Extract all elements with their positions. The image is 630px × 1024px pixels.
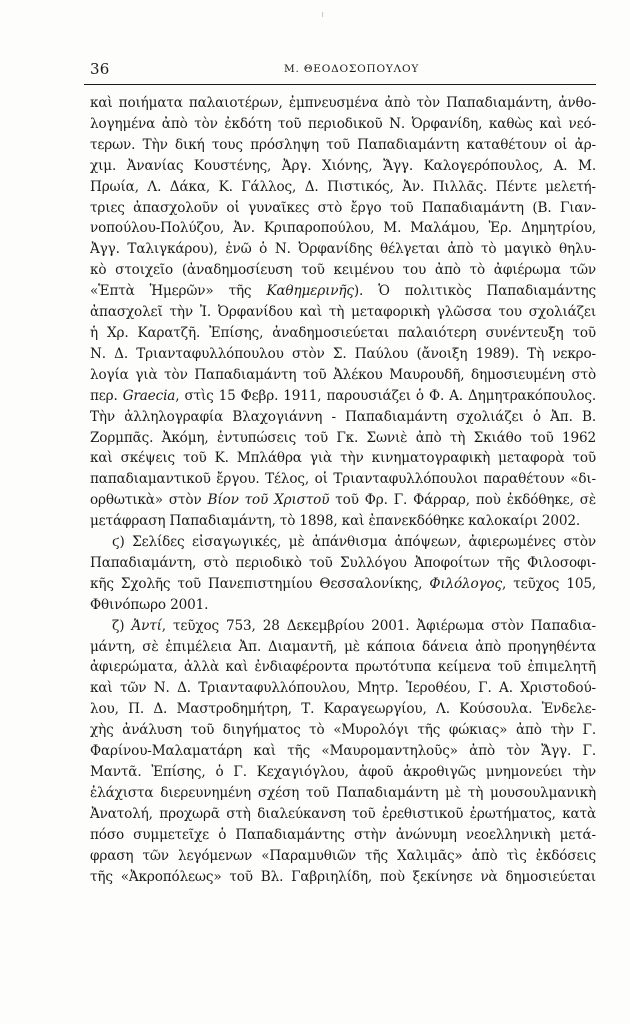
text-line: Τὴν ἀλληλογραφία Βλαχογιάννη - Παπαδιαμάντη σχολιάζει ὁ Ἀπ. Β.: [90, 408, 596, 425]
text-segment: , τεῦχος 753, 28 Δεκεμβρίου 2001. Ἀφιέρωμα στὸν Παπαδια-: [161, 617, 596, 634]
text-line: φραση τῶν λεγόμενων «Παραμυθιῶν τῆς Χαλιμᾶς» ἀπὸ τὶς ἐκδόσεις: [90, 847, 596, 864]
page-number: 36: [90, 60, 110, 78]
text-segment: περ.: [90, 387, 118, 404]
text-line: πόσο συμμετεῖχε ὁ Παπαδιαμάντης στὴν ἀνώνυμη νεοελληνικὴ μετά-: [90, 826, 596, 843]
italic-title: Βίον τοῦ Χριστοῦ: [207, 492, 330, 509]
text-line: Ἀνατολή, προχωρᾶ στὴ διαλεύκανση τοῦ ἐρεθιστικοῦ ἐρωτήματος, κατὰ: [90, 805, 596, 822]
text-line: Πρωία, Λ. Δάκα, Κ. Γάλλος, Δ. Πιστικός, Ἀν. Πιλλᾶς. Πέντε μελετή-: [90, 178, 596, 195]
text-line: Φθινόπωρο 2001.: [90, 596, 209, 613]
text-line: [90, 490, 596, 511]
text-line: [90, 574, 596, 595]
body-text: [90, 93, 596, 887]
header-rule: [84, 84, 596, 85]
text-segment: τοῦ Φρ. Γ. Φάρραρ, ποὺ ἐκδόθηκε, σὲ: [329, 492, 596, 509]
text-segment: «Ἑπτὰ Ἡμερῶν» τῆς: [90, 283, 252, 300]
text-line: λου, Π. Δ. Μαστροδημήτρη, Τ. Καραγεωργίου, Λ. Κούσουλα. Ἐνδελε-: [90, 701, 596, 718]
text-line: καὶ σκέψεις τοῦ Κ. Μπλάθρα γιὰ τὴν κινηματογραφικὴ μεταφορὰ τοῦ: [90, 450, 596, 467]
text-line: τριες ἀπασχολοῦν οἱ γυναῖκες στὸ ἔργο τοῦ Παπαδιαμάντη (Β. Γιαν-: [90, 199, 596, 216]
text-segment: ορθωτικὰ» στὸν: [90, 492, 202, 509]
text-segment: κῆς Σχολῆς τοῦ Πανεπιστημίου Θεσσαλονίκης,: [90, 575, 423, 592]
text-line: λογημένα ἀπὸ τὸν ἐκδότη τοῦ περιοδικοῦ Ν. Ὀρφανίδη, καθὼς καὶ νεό-: [90, 115, 596, 132]
text-line: μετάφραση Παπαδιαμάντη, τὸ 1898, καὶ ἐπανεκδόθηκε καλοκαίρι 2002.: [90, 513, 581, 530]
text-segment: , τεῦχος 105,: [502, 575, 596, 592]
text-line: [90, 386, 596, 407]
italic-title: Ἀντί: [131, 617, 162, 634]
italic-title: Φιλόλογος: [429, 575, 503, 592]
text-line: ἡ Χρ. Καρατζῆ. Ἐπίσης, ἀναδημοσιεύεται παλαιότερη συνέντευξη τοῦ: [90, 324, 596, 341]
italic-title: Graecia: [122, 387, 176, 404]
text-line: κὸ στοιχεῖο (ἀναδημοσίευση τοῦ κειμένου του ἀπὸ τὸ ἀφιέρωμα τῶν: [90, 262, 596, 279]
text-line: Μαντᾶ. Ἐπίσης, ὁ Γ. Κεχαγιόγλου, ἀφοῦ ἀκροθιγῶς μνημονεύει τὴν: [90, 764, 596, 780]
text-line: μάντη, σὲ ἐπιμέλεια Ἀπ. Διαμαντῆ, μὲ κάποια δάνεια ἀπὸ προηγηθέντα: [90, 638, 596, 655]
text-line: παπαδιαμαντικοῦ ἔργου. Τέλος, οἱ Τριανταφυλλόπουλοι παραθέτουν «δι-: [90, 471, 596, 488]
text-line: καὶ ποιήματα παλαιοτέρων, ἐμπνευσμένα ἀπὸ τὸν Παπαδιαμάντη, ἀνθο-: [90, 95, 596, 111]
text-line: τερων. Τὴν δική τους πρόσληψη τοῦ Παπαδιαμάντη καταθέτουν οἱ ἀρ-: [90, 136, 596, 153]
text-line: Παπαδιαμάντη, στὸ περιοδικὸ τοῦ Συλλόγου Ἀποφοίτων τῆς Φιλοσοφι-: [90, 554, 596, 571]
text-line: ἐλάχιστα διερευνημένη σχέση τοῦ Παπαδιαμάντη μὲ τὴ μουσουλμανικὴ: [90, 784, 596, 801]
text-line: Ἀγγ. Ταλιγκάρου), ἐνῶ ὁ Ν. Ὀρφανίδης θέλγεται ἀπὸ τὸ μαγικὸ θηλυ-: [90, 241, 596, 258]
text-line: Φαρίνου-Μαλαματάρη καὶ τῆς «Μαυρομαντηλοῦς» ἀπὸ τὸν Ἄγγ. Γ.: [90, 743, 596, 760]
text-line: [90, 281, 596, 302]
text-line: χὴς ἀνάλυση τοῦ διηγήματος τὸ «Μυρολόγι τῆς φώκιας» ἀπὸ τὴν Γ.: [90, 722, 596, 739]
text-line: Ν. Δ. Τριανταφυλλόπουλου στὸν Σ. Παύλου (ἄνοιξη 1989). Τὴ νεκρο-: [90, 345, 596, 362]
text-segment: ζ): [112, 617, 125, 634]
text-line: καὶ τῶν Ν. Δ. Τριανταφυλλόπουλου, Μητρ. Ἱεροθέου, Γ. Α. Χριστοδού-: [90, 680, 596, 697]
text-line: [90, 616, 596, 637]
italic-title: Καθημερινῆς: [266, 283, 354, 300]
text-segment: ). Ὁ πολιτικὸς Παπαδιαμάντης: [353, 283, 596, 300]
text-line: Ζορμπᾶς. Ἀκόμη, ἐντυπώσεις τοῦ Γκ. Σωνιὲ ἀπὸ τὴ Σκιάθο τοῦ 1962: [90, 429, 596, 446]
text-line: τῆς «Ἀκροπόλεως» τοῦ Βλ. Γαβριηλίδη, ποὺ ξεκίνησε νὰ δημοσιεύεται: [90, 868, 596, 885]
text-line: ἀπασχολεῖ τὴν Ἰ. Ὀρφανίδου καὶ τὴ μεταφορικὴ γλῶσσα του σχολιάζει: [90, 304, 596, 321]
text-line: ἀφιερώματα, ἀλλὰ καὶ ἐνδιαφέροντα πρωτότυπα κείμενα τοῦ ἐπιμελητῆ: [90, 659, 596, 676]
scan-mark: [322, 12, 323, 17]
text-segment: , στὶς 15 Φεβρ. 1911, παρουσιάζει ὁ Φ. Α. Δημητρακόπουλος.: [175, 387, 596, 404]
text-line: χιμ. Ἀνανίας Κουστένης, Ἀργ. Χιόνης, Ἄγγ. Καλογερόπουλος, Α. Μ.: [90, 157, 596, 174]
running-head: Μ. ΘΕΟΔΟΣΟΠΟΥΛΟΥ: [284, 63, 420, 75]
page-header: [84, 60, 596, 84]
text-line: λογία γιὰ τὸν Παπαδιαμάντη τοῦ Ἀλέκου Μαυρουδῆ, δημοσιευμένη στὸ: [90, 366, 596, 383]
text-line: ϛ) Σελίδες εἰσαγωγικές, μὲ ἀπάνθισμα ἀπόψεων, ἀφιερωμένες στὸν: [112, 534, 596, 551]
text-line: νοπούλου-Πολύζου, Ἀν. Κριπαροπούλου, Μ. Μαλάμου, Ἐρ. Δημητρίου,: [90, 220, 596, 237]
